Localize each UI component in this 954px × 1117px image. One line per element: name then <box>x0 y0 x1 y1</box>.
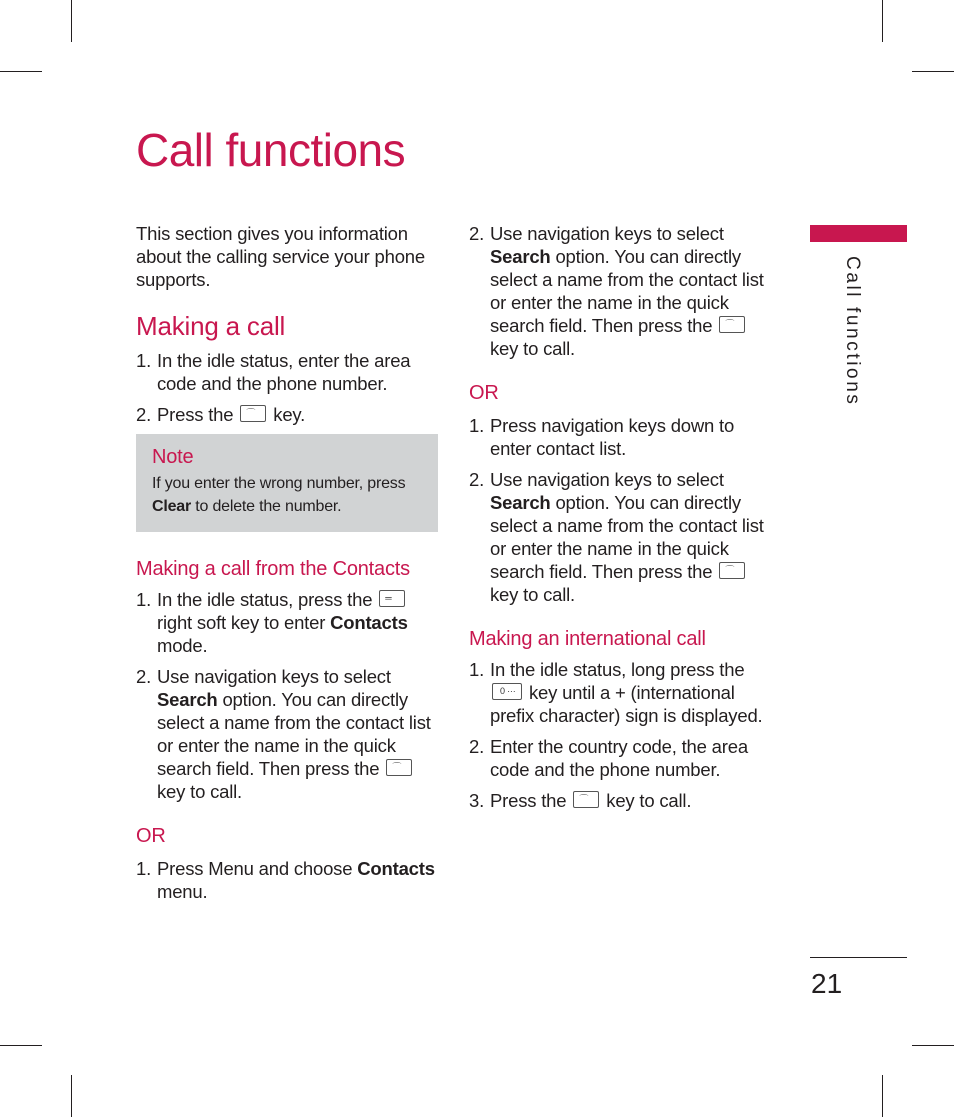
page-number-divider <box>810 957 907 958</box>
crop-mark <box>0 71 42 72</box>
page-number: 21 <box>811 968 843 999</box>
or2-steps <box>469 414 771 606</box>
crop-mark <box>882 0 883 42</box>
note-box: Note If you enter the wrong number, press Clear to delete the number. <box>136 434 438 532</box>
page-title: Call functions <box>136 124 406 176</box>
list-item: 1. In the idle status, enter the area code and the phone number. <box>136 350 411 394</box>
list-item: 1. In the idle status, press the ═ right soft key to enter Contacts mode. <box>136 589 408 656</box>
list-item: 2. Use navigation keys to select Search option. You can directly select a name from the contact list or enter the name in the quick search field. Then press the ⌒ key to call. <box>136 666 431 802</box>
note-title: Note <box>152 446 194 468</box>
phone-send-key-icon: ⌒ <box>719 316 745 333</box>
crop-mark <box>71 0 72 42</box>
phone-send-key-icon: ⌒ <box>386 759 412 776</box>
crop-mark <box>882 1075 883 1117</box>
list-item: 2. Press the ⌒ key. <box>136 404 306 425</box>
intro-text: This section gives you information about the calling service your phone supports. <box>136 223 425 290</box>
list-item: 1. Press navigation keys down to enter contact list. <box>469 415 735 459</box>
making-call-steps <box>136 349 438 426</box>
list-item: 1. Press Menu and choose Contacts menu. <box>136 858 435 902</box>
or-steps-continued <box>469 222 771 360</box>
list-item: 2. Enter the country code, the area code and the phone number. <box>469 736 748 780</box>
list-item: 2. Use navigation keys to select Search option. You can directly select a name from the contact list or enter the name in the quick search field. Then press the ⌒ key to call. <box>469 223 764 359</box>
phone-send-key-icon: ⌒ <box>573 791 599 808</box>
from-contacts-heading: Making a call from the Contacts <box>136 558 410 580</box>
list-item: 3. Press the ⌒ key to call. <box>469 790 692 811</box>
list-item: 1. In the idle status, long press the 0 ··· key until a + (international prefix character) sign is displayed. <box>469 659 763 726</box>
list-item: 2. Use navigation keys to select Search option. You can directly select a name from the contact list or enter the name in the quick search field. Then press the ⌒ key to call. <box>469 469 764 605</box>
or-label: OR <box>136 825 166 847</box>
international-steps <box>469 658 771 812</box>
crop-mark <box>71 1075 72 1117</box>
from-contacts-steps <box>136 588 438 803</box>
or-steps <box>136 857 438 903</box>
making-call-heading: Making a call <box>136 311 286 341</box>
phone-send-key-icon: ⌒ <box>240 405 266 422</box>
crop-mark <box>912 71 954 72</box>
crop-mark <box>0 1045 42 1046</box>
or-label: OR <box>469 382 499 404</box>
phone-send-key-icon: ⌒ <box>719 562 745 579</box>
left-column <box>136 222 438 911</box>
zero-key-icon: 0 ··· <box>492 683 522 700</box>
chapter-side-label: Call functions <box>842 256 863 407</box>
crop-mark <box>912 1045 954 1046</box>
chapter-tab <box>810 225 907 242</box>
right-soft-key-icon: ═ <box>379 590 405 607</box>
right-column <box>469 222 771 820</box>
international-heading: Making an international call <box>469 628 706 650</box>
